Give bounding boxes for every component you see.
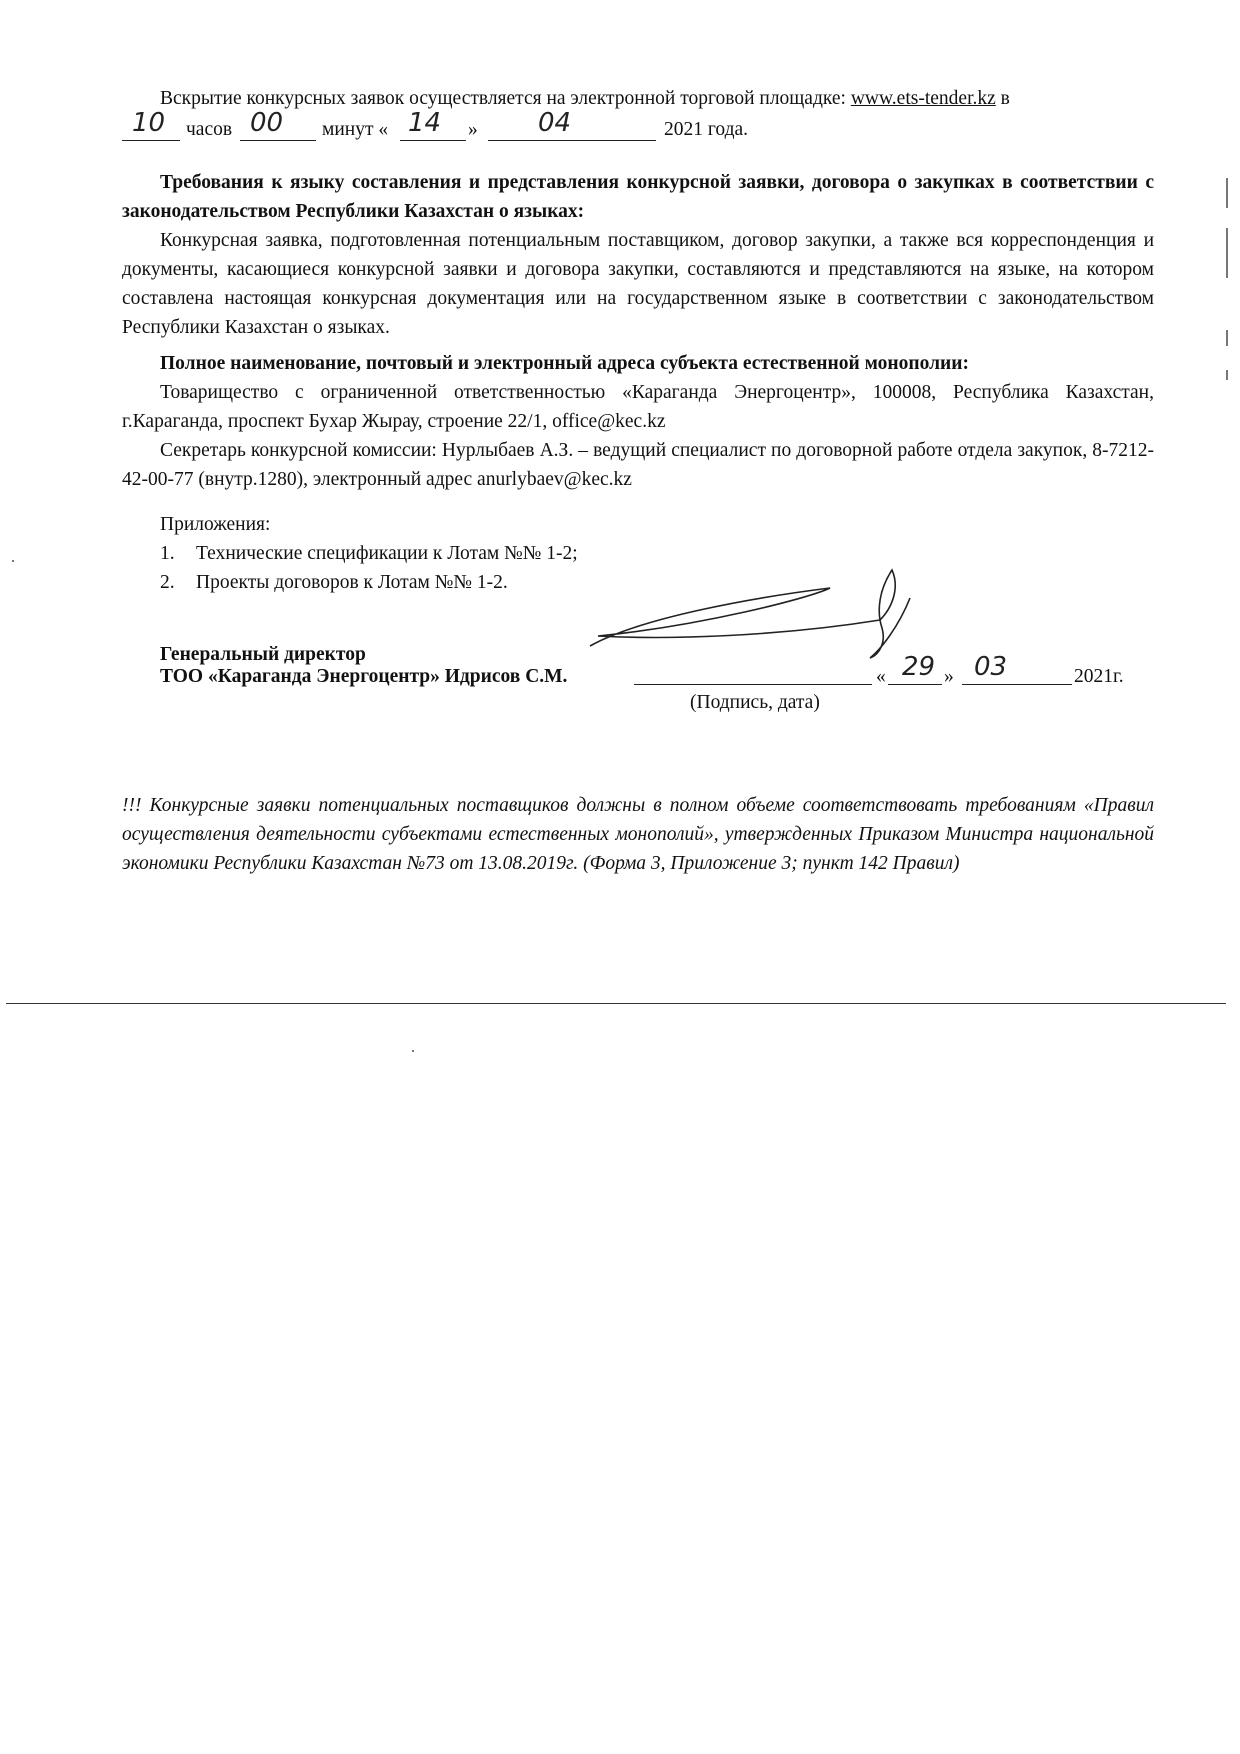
entity-company: Товарищество с ограниченной ответственностью «Караганда Энергоцентр», 100008, Республика Казахстан, г.Караганда, проспект Бухар Жырау, строение 22/1, office@kec.kz [122,382,1154,432]
month-underline [488,140,656,141]
signer-role: Генеральный директор [160,644,366,665]
list-item-text: Технические спецификации к Лотам №№ 1-2; [196,543,578,564]
attachments-title: Приложения: [160,514,271,535]
scan-mark [1226,370,1228,380]
page-separator [6,1003,1226,1004]
signature-caption: (Подпись, дата) [690,692,820,713]
signer-org: ТОО «Караганда Энергоцентр» Идрисов С.М. [160,666,568,687]
hour-underline [122,140,180,141]
minutes-handwritten: 00 [250,108,284,138]
scan-mark [412,1050,414,1052]
day-handwritten: 14 [408,108,442,138]
language-heading: Требования к языку составления и представления конкурсной заявки, договора о закупках в соответствии с законодательством Республики Казахстан о языках: [122,172,1154,222]
sign-day-underline [888,684,942,685]
list-item-number: 1. [160,543,175,564]
ets-tender-link[interactable]: www.ets-tender.kz [850,88,996,109]
scan-mark [1226,330,1228,346]
scan-mark [1226,178,1228,208]
sign-month-underline [962,684,1072,685]
day-close-quote: » [468,119,478,140]
list-item-number: 2. [160,572,175,593]
sign-month-handwritten: 03 [974,652,1008,682]
list-item-text: Проекты договоров к Лотам №№ 1-2. [196,572,508,593]
month-handwritten: 04 [538,108,572,138]
entity-secretary: Секретарь конкурсной комиссии: Нурлыбаев А.З. – ведущий специалист по договорной работе отдела закупок, 8-7212-42-00-77 (внутр.1280), электронный адрес anurlybaev@kec.kz [122,440,1154,490]
minutes-label: минут « [322,119,389,140]
year-label: 2021 года. [664,119,749,140]
footnote: !!! Конкурсные заявки потенциальных поставщиков должны в полном объеме соответствовать требованиям «Правил осуществления деятельности субъектами естественных монополий», утвержденных Приказом Министра национальной экономики Республики Казахстан №73 от 13.08.2019г. (Форма 3, Приложение 3; пункт 142 Правил) [122,795,1154,874]
minutes-underline [240,140,316,141]
entity-heading: Полное наименование, почтовый и электронный адреса субъекта естественной монополии: [160,353,969,374]
hours-label: часов [186,119,233,140]
sign-date-close-quote: » [944,666,954,687]
opening-suffix: в [995,88,1010,109]
language-body: Конкурсная заявка, подготовленная потенциальным поставщиком, договор закупки, а также вся корреспонденция и документы, касающиеся конкурсной заявки и договора закупки, составляются и представляются на языке, на котором составлена настоящая конкурсная документация или на государственном языке в соответствии с законодательством Республики Казахстан о языках. [122,230,1154,338]
opening-prefix: Вскрытие конкурсных заявок осуществляется на электронной торговой площадке: [160,88,851,109]
sign-day-handwritten: 29 [902,652,936,682]
day-underline [400,140,466,141]
hour-handwritten: 10 [132,108,166,138]
sign-date-open-quote: « [876,666,886,687]
signature-line [634,684,872,685]
sign-year: 2021г. [1074,666,1124,687]
scan-mark [1226,228,1228,278]
scan-mark [12,560,14,562]
